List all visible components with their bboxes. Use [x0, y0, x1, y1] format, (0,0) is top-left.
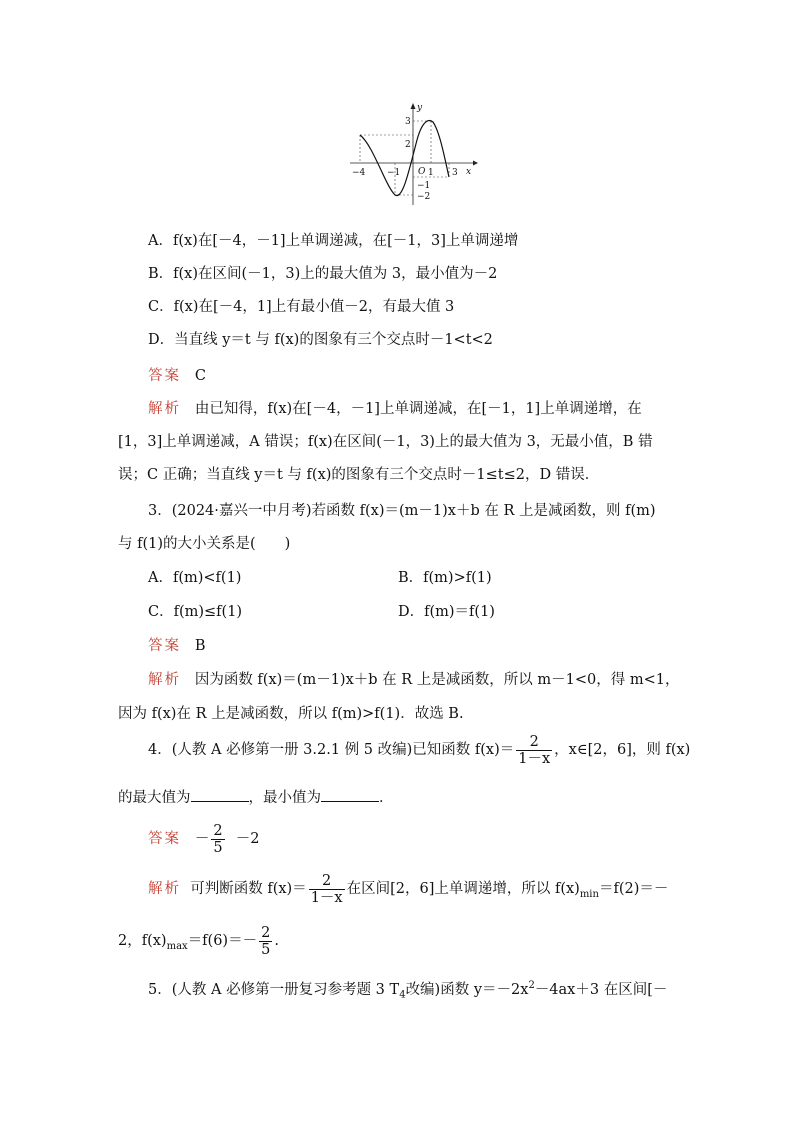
function-graph — [345, 100, 480, 210]
answer-label: 答案 — [148, 638, 181, 654]
q5-stem-line-1: 5．(人教 A 必修第一册复习参考题 3 $T_4$改编)函数 $y=-2x^2-4ax+3$ 在区间[－ — [148, 980, 668, 1001]
tick-y-2: 2 — [405, 140, 411, 150]
tick-x-3: 3 — [452, 168, 458, 178]
max-blank[interactable] — [191, 787, 249, 802]
tick-x-1: 1 — [428, 168, 434, 178]
analysis-fraction-2: $\frac{2}{5}$ — [261, 924, 271, 958]
q3-analysis-line-1: 解析 因为函数 f(x)＝(m－1)x＋b 在 R 上是减函数，所以 m－1<0，得 m<1， — [148, 672, 680, 688]
analysis-label: 解析 — [148, 672, 181, 688]
tick-x-neg4: −4 — [352, 168, 366, 178]
q2-option-a: A．f(x)在[－4，－1]上单调递减，在[－1，3]上单调递增 — [148, 233, 519, 249]
q4-stem-line-2: 的最大值为 ，最小值为 ． — [118, 787, 394, 808]
q3-option-d: D．f(m)＝f(1) — [398, 604, 495, 620]
q2-analysis-line-2: [1，3]上单调递减，A 错误；f(x)在区间(－1，3)上的最大值为 3，无最小值，B 错 — [118, 434, 653, 450]
function-curve — [360, 121, 449, 196]
origin-label: O — [418, 167, 426, 177]
x-axis-label: x — [466, 167, 472, 177]
q4-stem-line-1: 4．(人教 A 必修第一册 3.2.1 例 5 改编)已知函数 f(x)＝ $\frac{2}{1-x}$ ，x∈[2，6]，则 f(x) — [148, 733, 691, 767]
answer-fraction: $\frac{2}{5}$ — [213, 822, 223, 856]
q3-option-a: A．f(m)<f(1) — [148, 570, 242, 586]
x-axis-arrow-icon — [473, 161, 478, 166]
analysis-label: 解析 — [148, 881, 181, 897]
q3-answer — [148, 636, 205, 656]
answer-label: 答案 — [148, 368, 181, 384]
tick-x-neg1: −1 — [387, 168, 401, 178]
q2-analysis-line-1: 解析 由已知得，f(x)在[－4，－1]上单调递减，在[－1，1]上单调递增，在 — [148, 401, 642, 417]
answer-value: C — [194, 368, 206, 384]
q3-stem-line-2: 与 f(1)的大小关系是( ) — [118, 536, 291, 552]
q3-stem-line-1: 3．(2024·嘉兴一中月考)若函数 f(x)＝(m－1)x＋b 在 R 上是减函数，则 f(m) — [148, 503, 656, 519]
answer-value: B — [194, 638, 206, 654]
q3-option-b: B．f(m)>f(1) — [398, 570, 492, 586]
q2-option-c: C．f(x)在[－4，1]上有最小值－2，有最大值 3 — [148, 299, 455, 315]
q2-option-b: B．f(x)在区间(－1，3)上的最大值为 3，最小值为－2 — [148, 266, 498, 282]
q2-option-d: D．当直线 y＝t 与 f(x)的图象有三个交点时－1<t<2 — [148, 332, 493, 348]
q4-fraction: $\frac{2}{1-x}$ — [518, 733, 551, 767]
q3-option-c: C．f(m)≤f(1) — [148, 604, 243, 620]
q2-analysis-line-3: 误；C 正确；当直线 y＝t 与 f(x)的图象有三个交点时－1≤t≤2，D 错误． — [118, 467, 600, 483]
q2-answer — [148, 366, 206, 386]
q3-analysis-line-2: 因为 f(x)在 R 上是减函数，所以 f(m)>f(1)．故选 B. — [118, 706, 464, 722]
analysis-fraction: $\frac{2}{1-x}$ — [310, 872, 343, 906]
q4-analysis-line-1: 解析 可判断函数 f(x)＝ $\frac{2}{1-x}$ 在区间[2，6]上单调递增，所以 $f(x)_{min}=f(2)=-$ — [148, 872, 669, 906]
min-blank[interactable] — [321, 787, 379, 802]
answer-label: 答案 — [148, 831, 181, 847]
y-axis-arrow-icon — [411, 103, 416, 109]
analysis-label: 解析 — [148, 401, 181, 417]
q4-analysis-line-2: 2，$f(x)_{max}=f(6)=-$ $\frac{2}{5}$ . — [118, 924, 279, 958]
y-axis-label: y — [417, 103, 423, 113]
q4-answer: 答案 － $\frac{2}{5}$ －2 — [148, 822, 260, 856]
tick-y-neg1: −1 — [417, 181, 431, 191]
tick-y-neg2: −2 — [417, 192, 431, 202]
tick-y-3: 3 — [405, 117, 411, 127]
